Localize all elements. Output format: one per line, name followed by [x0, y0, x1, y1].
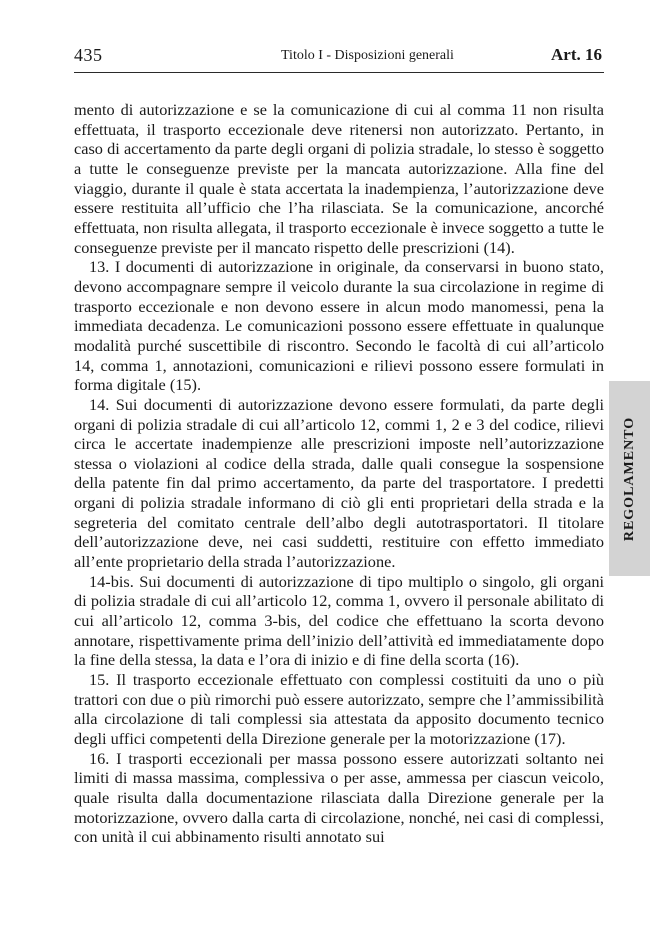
side-tab-label: REGOLAMENTO	[621, 416, 637, 541]
running-title: Titolo I - Disposizioni generali	[281, 48, 454, 63]
header-rule	[74, 72, 604, 73]
section-side-tab	[609, 381, 650, 576]
paragraph-15: 15. Il trasporto eccezionale effettuato con complessi costituiti da uno o più trattori con due o più rimorchi può essere autorizzato, sempre che l’ammissibilità alla circolazione di tali complessi sia attestata da apposito documento tecnico degli uffici competenti della Direzione generale per la motorizzazione (17).	[74, 670, 604, 748]
body-text	[74, 100, 604, 847]
page-header	[74, 44, 604, 70]
paragraph-14-bis: 14-bis. Sui documenti di autorizzazione di tipo multiplo o singolo, gli organi di polizia stradale di cui all’articolo 12, comma 1, ovvero il personale abilitato di cui all’articolo 12, comma 3-bis, del codice che effettuano la scorta devono annotare, rispettivamente prima dell’inizio dell’attività ed immediatamente dopo la fine della stessa, la data e l’ora di inizio e di fine della scorta (16).	[74, 571, 604, 670]
paragraph-13: 13. I documenti di autorizzazione in originale, da conservarsi in buono stato, devono accompagnare sempre il veicolo durante la sua circolazione in regime di trasporto eccezionale e non devono essere in alcun modo manomessi, pena la immediata decadenza. Le comunicazioni possono essere effettuate in qualunque modalità purché suscettibile di riscontro. Secondo le facoltà di cui all’articolo 14, comma 1, annotazioni, comunicazioni e rilievi possono essere formulati in forma digitale (15).	[74, 257, 604, 395]
paragraph-14: 14. Sui documenti di autorizzazione devono essere formulati, da parte degli organi di polizia stradale di cui all’articolo 12, commi 1, 2 e 3 del codice, rilievi circa le accertate inadempienze alle prescrizioni imposte nell’autorizzazione stessa o violazioni al codice della strada, dalle quali consegue la sospensione della patente fin dal primo accertamento, da parte del trasportatore. I predetti organi di polizia stradale informano di ciò gli enti proprietari della strada e la segreteria del comitato centrale dell’albo degli autotrasportatori. Il titolare dell’autorizzazione deve, nei casi suddetti, restituire con effetto immediato all’ente proprietario della strada l’autorizzazione.	[74, 394, 604, 572]
page-number: 435	[74, 45, 103, 65]
article-label: Art. 16	[551, 45, 602, 64]
paragraph-continued: mento di autorizzazione e se la comunicazione di cui al comma 11 non risulta effettuata, il trasporto eccezionale deve ritenersi non autorizzato. Pertanto, in caso di accertamento da parte degli organi di polizia stradale, lo stesso è soggetto a tutte le conseguenze previste per la mancata autorizzazione. Alla fine del viaggio, durante il quale è stata accertata la inadempienza, l’autorizzazione deve essere restituita all’ufficio che l’ha rilasciata. Se la comunicazione, ancorché effettuata, non risulta allegata, il trasporto eccezionale è invece soggetto a tutte le conseguenze previste per il mancato rispetto delle prescrizioni (14).	[74, 100, 604, 257]
paragraph-16: 16. I trasporti eccezionali per massa possono essere autorizzati soltanto nei limiti di massa massima, complessiva o per asse, ammessa per ciascun veicolo, quale risulta dalla documentazione rilasciata dalla Direzione generale per la motorizzazione, ovvero dalla carta di circolazione, nonché, nei casi di complessi, con unità il cui abbinamento risulti annotato sui	[74, 748, 604, 847]
